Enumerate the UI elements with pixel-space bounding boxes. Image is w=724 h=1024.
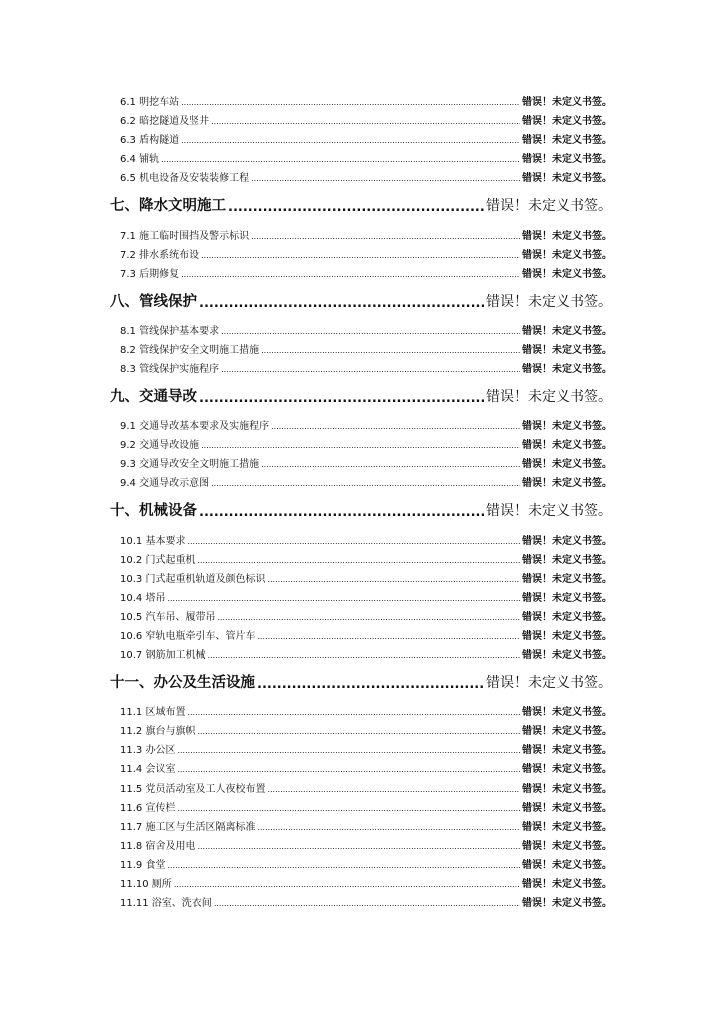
toc-subsection-entry[interactable]: [0, 356, 724, 375]
toc-page-reference: 错误！未定义书签。: [522, 459, 612, 471]
toc-entry-label: 10.5 汽车吊、履带吊: [120, 611, 216, 623]
toc-page-reference: 错误！未定义书签。: [522, 249, 612, 261]
toc-subsection-entry[interactable]: [0, 604, 724, 623]
toc-dot-leader: [187, 708, 520, 718]
toc-entry-label: 11.1 区域布置: [120, 707, 186, 719]
toc-subsection-entry[interactable]: [0, 852, 724, 871]
toc-dot-leader: [199, 506, 484, 520]
toc-entry-label: 6.2 暗挖隧道及竖井: [120, 116, 210, 128]
toc-entry-label: 7.3 后期修复: [120, 268, 180, 280]
toc-subsection-entry[interactable]: [0, 127, 724, 146]
toc-page-reference: 错误！未定义书签。: [522, 173, 612, 185]
toc-dot-leader: [261, 460, 520, 470]
toc-page-reference: 错误！未定义书签。: [522, 554, 612, 566]
toc-page-reference: 错误！未定义书签。: [522, 764, 612, 776]
toc-page-reference: 错误！未定义书签。: [522, 821, 612, 833]
toc-entry-label: 11.3 办公区: [120, 745, 176, 757]
toc-page-reference: 错误！未定义书签。: [522, 611, 612, 623]
toc-subsection-entry[interactable]: [0, 718, 724, 737]
toc-section-entry[interactable]: [0, 381, 724, 406]
toc-dot-leader: [221, 365, 520, 375]
toc-entry-label: 10.2 门式起重机: [120, 554, 196, 566]
toc-dot-leader: [177, 765, 520, 775]
toc-dot-leader: [197, 727, 520, 737]
toc-page-reference: 错误！未定义书签。: [522, 344, 612, 356]
toc-page-reference: 错误！未定义书签。: [522, 421, 612, 433]
toc-subsection-entry[interactable]: [0, 432, 724, 451]
toc-dot-leader: [261, 346, 520, 356]
toc-page-reference: 错误！未定义书签。: [522, 325, 612, 337]
toc-page-reference: 错误！未定义书签。: [522, 726, 612, 738]
toc-entry-label: 9.3 交通导改安全文明施工措施: [120, 459, 260, 471]
toc-subsection-entry[interactable]: [0, 795, 724, 814]
toc-entry-label: 7.2 排水系统布设: [120, 249, 200, 261]
toc-entry-label: 9.4 交通导改示意图: [120, 478, 210, 490]
toc-dot-leader: [251, 174, 520, 184]
toc-page-reference: 错误！未定义书签。: [522, 135, 612, 147]
toc-subsection-entry[interactable]: [0, 165, 724, 184]
toc-entry-label: 9.2 交通导改设施: [120, 440, 200, 452]
toc-dot-leader: [267, 575, 520, 585]
toc-section-entry[interactable]: [0, 495, 724, 520]
toc-entry-label: 11.5 党员活动室及工人夜校布置: [120, 783, 266, 795]
toc-subsection-entry[interactable]: [0, 775, 724, 794]
toc-dot-leader: [217, 613, 520, 623]
toc-dot-leader: [207, 651, 520, 661]
toc-page-reference: 错误！未定义书签。: [522, 898, 612, 910]
toc-page-reference: 错误！未定义书签。: [522, 630, 612, 642]
toc-page-reference: 错误！未定义书签。: [522, 650, 612, 662]
toc-entry-label: 11.4 会议室: [120, 764, 176, 776]
toc-subsection-entry[interactable]: [0, 470, 724, 489]
toc-dot-leader: [177, 804, 520, 814]
toc-dot-leader: [257, 678, 484, 692]
toc-subsection-entry[interactable]: [0, 547, 724, 566]
toc-subsection-entry[interactable]: [0, 814, 724, 833]
toc-dot-leader: [197, 556, 520, 566]
toc-section-entry[interactable]: [0, 190, 724, 215]
toc-entry-label: 10.7 钢筋加工机械: [120, 650, 206, 662]
toc-entry-label: 8.3 管线保护实施程序: [120, 364, 220, 376]
toc-page-reference: 错误！未定义书签。: [522, 364, 612, 376]
toc-dot-leader: [181, 136, 520, 146]
toc-dot-leader: [161, 155, 520, 165]
toc-dot-leader: [177, 746, 520, 756]
toc-entry-label: 11.7 施工区与生活区隔离标准: [120, 821, 256, 833]
toc-subsection-entry[interactable]: [0, 222, 724, 241]
toc-entry-label: 九、交通导改: [110, 389, 197, 406]
toc-page-reference: 错误！未定义书签。: [486, 198, 612, 215]
toc-entry-label: 11.2 旗台与旗帜: [120, 726, 196, 738]
toc-subsection-entry[interactable]: [0, 890, 724, 909]
toc-page-reference: 错误！未定义书签。: [522, 230, 612, 242]
toc-entry-label: 6.4 铺轨: [120, 154, 160, 166]
toc-page-reference: 错误！未定义书签。: [522, 840, 612, 852]
toc-dot-leader: [267, 785, 520, 795]
toc-subsection-entry[interactable]: [0, 756, 724, 775]
toc-page-reference: 错误！未定义书签。: [522, 573, 612, 585]
toc-page-reference: 错误！未定义书签。: [522, 592, 612, 604]
toc-subsection-entry[interactable]: [0, 737, 724, 756]
toc-page-reference: 错误！未定义书签。: [522, 879, 612, 890]
toc-dot-leader: [211, 117, 520, 127]
toc-subsection-entry[interactable]: [0, 108, 724, 127]
toc-subsection-entry[interactable]: [0, 261, 724, 280]
toc-subsection-entry[interactable]: [0, 566, 724, 585]
toc-dot-leader: [257, 632, 520, 642]
toc-entry-label: 十一、办公及生活设施: [110, 675, 255, 692]
toc-dot-leader: [199, 392, 484, 406]
toc-section-entry[interactable]: [0, 286, 724, 311]
toc-subsection-entry[interactable]: [0, 871, 724, 890]
toc-page-reference: 错误！未定义书签。: [522, 535, 612, 547]
toc-dot-leader: [201, 251, 520, 261]
toc-dot-leader: [221, 327, 520, 337]
toc-page-reference: 错误！未定义书签。: [522, 707, 612, 719]
toc-dot-leader: [197, 842, 520, 852]
toc-entry-label: 11.6 宣传栏: [120, 802, 176, 814]
toc-entry-label: 十、机械设备: [110, 503, 197, 520]
toc-page-reference: 错误！未定义书签。: [486, 503, 612, 520]
toc-subsection-entry[interactable]: [0, 527, 724, 546]
toc-subsection-entry[interactable]: [0, 623, 724, 642]
toc-page-reference: 错误！未定义书签。: [522, 268, 612, 280]
toc-entry-label: 七、降水文明施工: [110, 198, 226, 215]
toc-entry-label: 11.9 食堂: [120, 859, 166, 871]
toc-page-reference: 错误！未定义书签。: [486, 675, 612, 692]
toc-dot-leader: [167, 594, 520, 604]
toc-dot-leader: [199, 297, 484, 311]
toc-entry-label: 6.3 盾构隧道: [120, 135, 180, 147]
toc-dot-leader: [174, 880, 520, 890]
toc-page-reference: 错误！未定义书签。: [522, 154, 612, 166]
toc-entry-label: 8.2 管线保护安全文明施工措施: [120, 344, 260, 356]
toc-dot-leader: [257, 823, 520, 833]
toc-dot-leader: [211, 479, 520, 489]
toc-page-reference: 错误！未定义书签。: [486, 389, 612, 406]
toc-subsection-entry[interactable]: [0, 318, 724, 337]
toc-dot-leader: [271, 422, 520, 432]
toc-dot-leader: [201, 441, 520, 451]
toc-entry-label: 8.1 管线保护基本要求: [120, 325, 220, 337]
toc-entry-label: 9.1 交通导改基本要求及实施程序: [120, 421, 270, 433]
toc-dot-leader: [214, 899, 520, 909]
toc-page-reference: 错误！未定义书签。: [522, 783, 612, 795]
toc-page-reference: 错误！未定义书签。: [522, 745, 612, 757]
toc-dot-leader: [187, 537, 520, 547]
toc-subsection-entry[interactable]: [0, 699, 724, 718]
toc-entry-label: 10.4 塔吊: [120, 592, 166, 604]
toc-dot-leader: [251, 232, 520, 242]
toc-subsection-entry[interactable]: [0, 413, 724, 432]
toc-page-reference: 错误！未定义书签。: [522, 440, 612, 452]
toc-entry-label: 10.6 窄轨电瓶牵引车、管片车: [120, 630, 256, 642]
toc-entry-label: 11.10 厕所: [120, 879, 172, 890]
toc-page-reference: 错误！未定义书签。: [522, 478, 612, 490]
toc-entry-label: 10.1 基本要求: [120, 535, 186, 547]
toc-dot-leader: [228, 201, 484, 215]
toc-dot-leader: [167, 861, 520, 871]
table-of-contents: [0, 89, 724, 909]
toc-subsection-entry[interactable]: [0, 833, 724, 852]
toc-page-reference: 错误！未定义书签。: [522, 97, 612, 109]
toc-section-entry[interactable]: [0, 667, 724, 692]
toc-entry-label: 7.1 施工临时围挡及警示标识: [120, 230, 250, 242]
toc-dot-leader: [181, 98, 520, 108]
toc-entry-label: 6.1 明挖车站: [120, 97, 180, 109]
toc-subsection-entry[interactable]: [0, 242, 724, 261]
toc-subsection-entry[interactable]: [0, 642, 724, 661]
toc-subsection-entry[interactable]: [0, 337, 724, 356]
toc-entry-label: 10.3 门式起重机轨道及颜色标识: [120, 573, 266, 585]
toc-dot-leader: [181, 270, 520, 280]
toc-subsection-entry[interactable]: [0, 146, 724, 165]
toc-entry-label: 八、管线保护: [110, 293, 197, 310]
toc-page-reference: 错误！未定义书签。: [522, 859, 612, 871]
toc-subsection-entry[interactable]: [0, 451, 724, 470]
toc-page-reference: 错误！未定义书签。: [522, 116, 612, 128]
toc-entry-label: 6.5 机电设备及安装装修工程: [120, 173, 250, 185]
toc-entry-label: 11.11 浴室、洗衣间: [120, 898, 212, 910]
toc-page-reference: 错误！未定义书签。: [522, 802, 612, 814]
toc-subsection-entry[interactable]: [0, 89, 724, 108]
toc-page-reference: 错误！未定义书签。: [486, 293, 612, 310]
toc-subsection-entry[interactable]: [0, 585, 724, 604]
toc-entry-label: 11.8 宿舍及用电: [120, 840, 196, 852]
